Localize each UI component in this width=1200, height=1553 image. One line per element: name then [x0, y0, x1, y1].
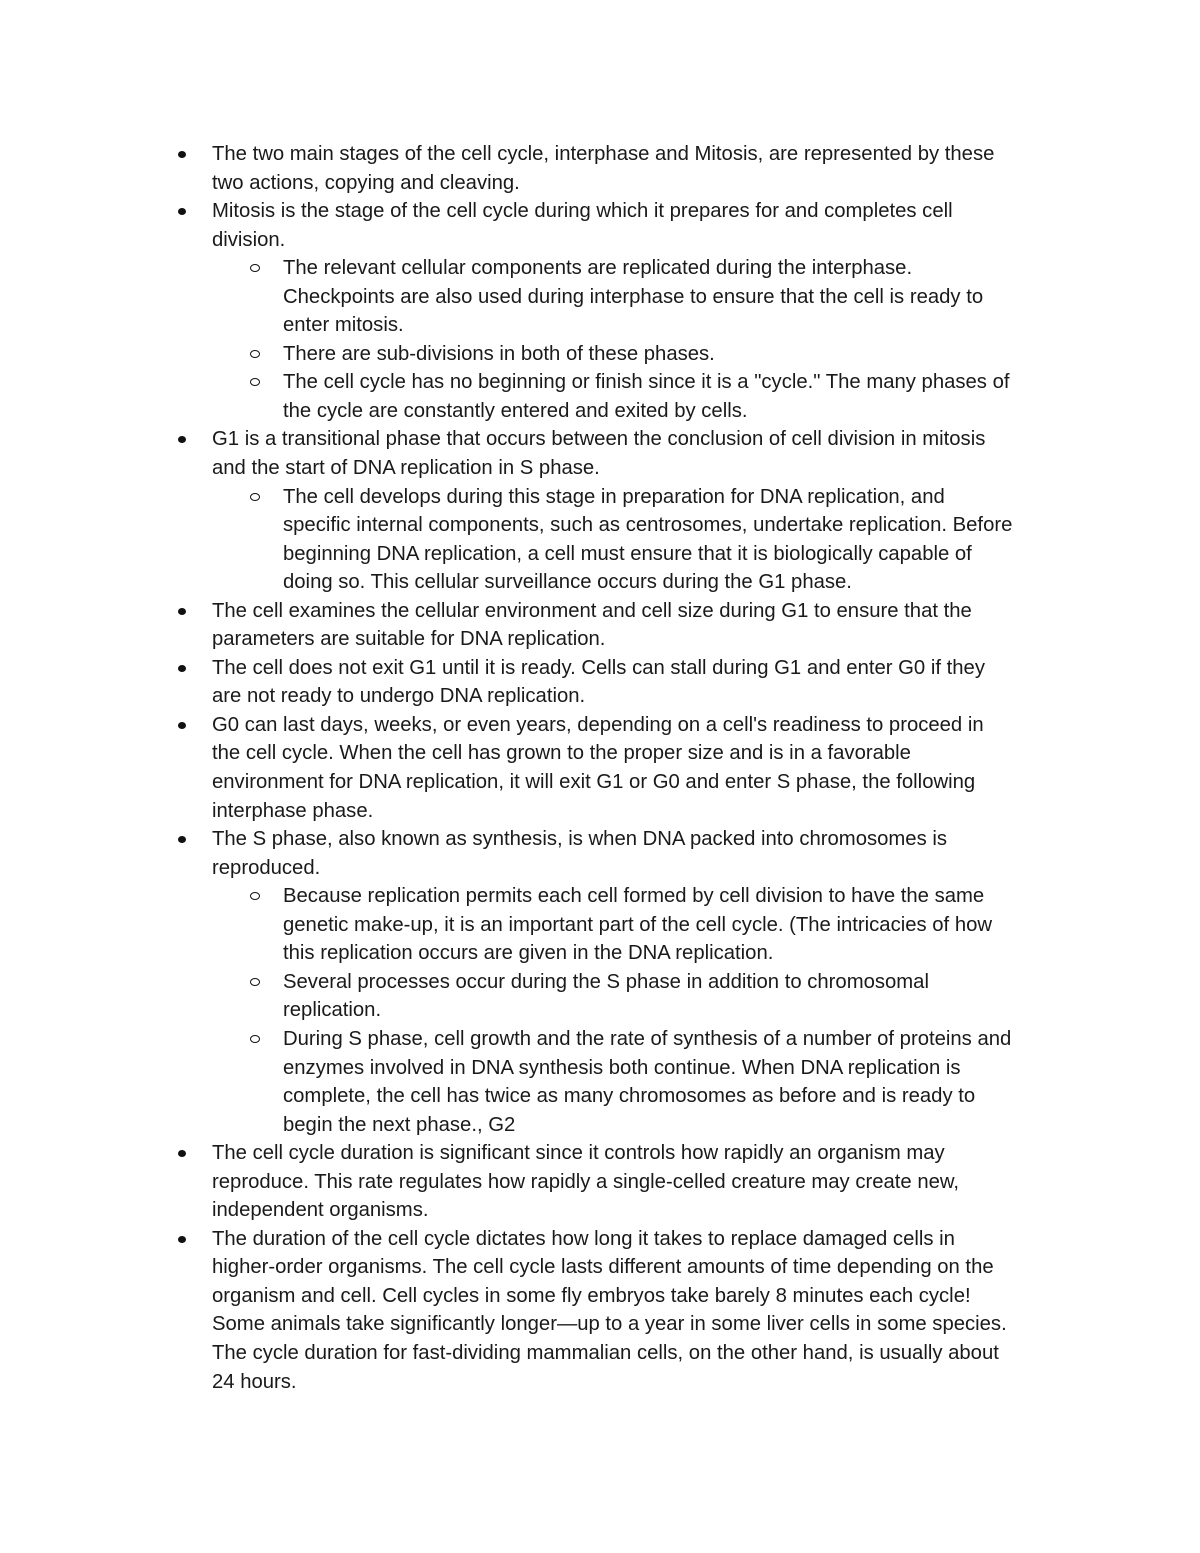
filled-bullet-icon	[178, 1150, 186, 1157]
hollow-bullet-icon	[250, 892, 260, 900]
list-item	[212, 597, 1072, 654]
list-item-text-line: organism and cell. Cell cycles in some fly embryos take barely 8 minutes each cycle!	[212, 1284, 971, 1307]
list-item-text-line: The duration of the cell cycle dictates how long it takes to replace damaged cells in	[212, 1227, 955, 1250]
list-item-text-line: G1 is a transitional phase that occurs between the conclusion of cell division in mitosis	[212, 428, 986, 451]
list-item-text-line: environment for DNA replication, it will exit G1 or G0 and enter S phase, the following	[212, 771, 976, 794]
list-item-text-line: Checkpoints are also used during interphase to ensure that the cell is ready to	[283, 285, 984, 308]
sub-list-item	[283, 882, 1072, 968]
list-item-text-line: the cycle are constantly entered and exited by cells.	[283, 399, 748, 422]
list-item-text-line: Mitosis is the stage of the cell cycle during which it prepares for and completes cell	[212, 200, 953, 223]
filled-bullet-icon	[178, 665, 186, 672]
list-item-text-line: parameters are suitable for DNA replication.	[212, 628, 606, 651]
filled-bullet-icon	[178, 1236, 186, 1243]
list-item-text-line: division.	[212, 228, 286, 251]
list-item-text-line: doing so. This cellular surveillance occurs during the G1 phase.	[283, 571, 852, 594]
list-item-text-line: The S phase, also known as synthesis, is when DNA packed into chromosomes is	[212, 828, 947, 851]
sub-list-item	[283, 368, 1072, 425]
filled-bullet-icon	[178, 151, 186, 158]
list-item-text-line: The cycle duration for fast-dividing mammalian cells, on the other hand, is usually about	[212, 1341, 999, 1364]
filled-bullet-icon	[178, 722, 186, 729]
list-item-text-line: reproduce. This rate regulates how rapidly a single-celled creature may create new,	[212, 1170, 960, 1193]
list-item	[212, 711, 1072, 825]
list-item-text-line: The two main stages of the cell cycle, interphase and Mitosis, are represented by these	[212, 143, 995, 165]
list-item-text-line: The relevant cellular components are replicated during the interphase.	[283, 257, 913, 280]
list-item-text-line: beginning DNA replication, a cell must ensure that it is biologically capable of	[283, 542, 972, 565]
list-item	[212, 825, 1072, 882]
list-item-text-line: and the start of DNA replication in S phase.	[212, 457, 600, 480]
list-item	[212, 425, 1072, 482]
bullet-list	[212, 140, 1072, 1396]
list-item-text-line: enzymes involved in DNA synthesis both continue. When DNA replication is	[283, 1056, 961, 1079]
list-item-text-line: There are sub-divisions in both of these phases.	[283, 342, 715, 365]
list-item-text-line: two actions, copying and cleaving.	[212, 171, 520, 194]
list-item-text-line: Some animals take significantly longer—up to a year in some liver cells in some species.	[212, 1313, 1007, 1336]
list-item-text-line: enter mitosis.	[283, 314, 404, 337]
list-item-text-line: complete, the cell has twice as many chromosomes as before and is ready to	[283, 1085, 976, 1108]
hollow-bullet-icon	[250, 978, 260, 986]
list-item-text-line: The cell cycle duration is significant since it controls how rapidly an organism may	[212, 1142, 945, 1165]
list-item	[212, 197, 1072, 254]
hollow-bullet-icon	[250, 493, 260, 501]
list-item	[212, 1139, 1072, 1225]
sub-list-item	[283, 483, 1072, 597]
list-item-text-line: interphase phase.	[212, 799, 374, 822]
list-item-text-line: genetic make-up, it is an important part of the cell cycle. (The intricacies of how	[283, 913, 993, 936]
list-item-text-line: this replication occurs are given in the DNA replication.	[283, 942, 774, 965]
list-item-text-line: Because replication permits each cell formed by cell division to have the same	[283, 885, 985, 908]
list-item-text-line: independent organisms.	[212, 1199, 429, 1222]
filled-bullet-icon	[178, 436, 186, 443]
list-item-text-line: The cell does not exit G1 until it is ready. Cells can stall during G1 and enter G0 if they	[212, 656, 985, 679]
sub-list-item	[283, 254, 1072, 340]
hollow-bullet-icon	[250, 378, 260, 386]
sub-list-item	[283, 1025, 1072, 1139]
list-item-text-line: G0 can last days, weeks, or even years, depending on a cell's readiness to proceed in	[212, 713, 984, 736]
hollow-bullet-icon	[250, 350, 260, 358]
list-item-text-line: The cell develops during this stage in preparation for DNA replication, and	[283, 485, 945, 508]
filled-bullet-icon	[178, 608, 186, 615]
list-item	[212, 140, 1072, 197]
sub-list-item	[283, 968, 1072, 1025]
list-item-text-line: reproduced.	[212, 856, 321, 879]
list-item-text-line: specific internal components, such as centrosomes, undertake replication. Before	[283, 514, 1013, 537]
sub-list-item	[283, 340, 1072, 369]
filled-bullet-icon	[178, 208, 186, 215]
list-item-text-line: higher-order organisms. The cell cycle lasts different amounts of time depending on the	[212, 1256, 994, 1279]
filled-bullet-icon	[178, 836, 186, 843]
list-item-text-line: During S phase, cell growth and the rate of synthesis of a number of proteins and	[283, 1027, 1012, 1050]
list-item-text-line: 24 hours.	[212, 1370, 297, 1393]
list-item-text-line: the cell cycle. When the cell has grown to the proper size and is in a favorable	[212, 742, 911, 765]
hollow-bullet-icon	[250, 1035, 260, 1043]
list-item-text-line: begin the next phase., G2	[283, 1113, 516, 1136]
list-item-text-line: are not ready to undergo DNA replication.	[212, 685, 586, 708]
list-item	[212, 654, 1072, 711]
list-item-text-line: The cell examines the cellular environment and cell size during G1 to ensure that the	[212, 599, 972, 622]
list-item	[212, 1225, 1072, 1396]
list-item-text-line: Several processes occur during the S phase in addition to chromosomal	[283, 970, 929, 993]
list-item-text-line: replication.	[283, 999, 382, 1022]
list-item-text-line: The cell cycle has no beginning or finish since it is a "cycle." The many phases of	[283, 371, 1010, 394]
hollow-bullet-icon	[250, 264, 260, 272]
